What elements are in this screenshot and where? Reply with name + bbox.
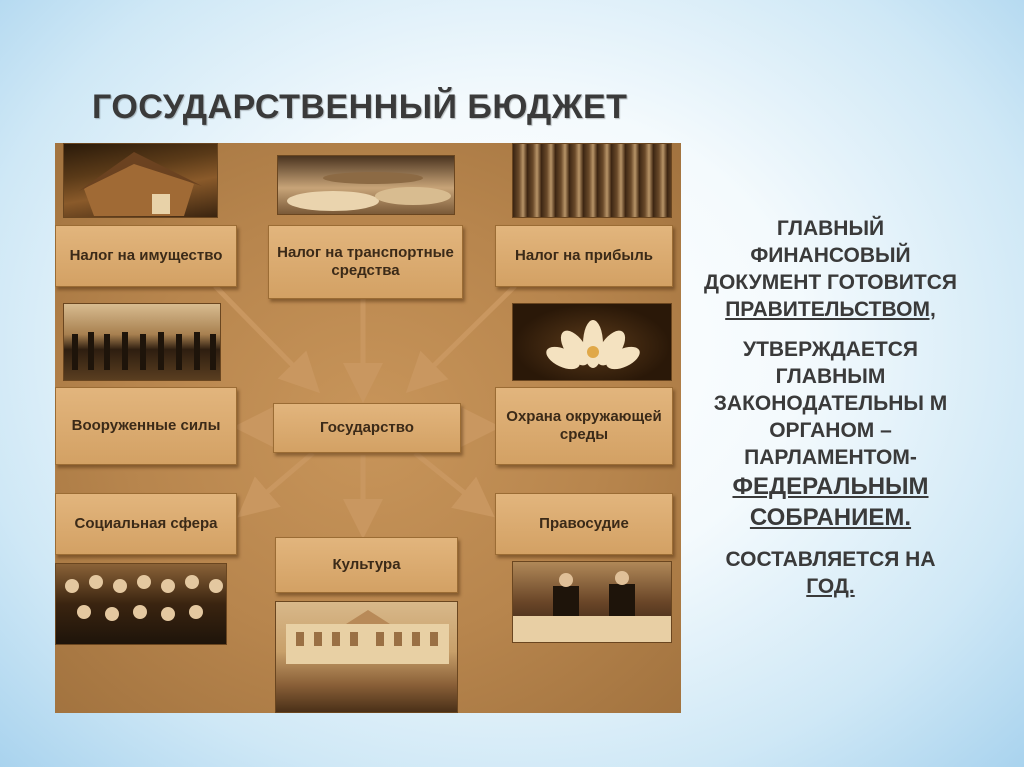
year-text: ГОД.: [806, 575, 855, 598]
period-paragraph: [698, 546, 963, 600]
box-army: Вооруженные силы: [55, 387, 237, 465]
prepared-by-paragraph: [698, 215, 963, 323]
period-text: СОСТАВЛЯЕТСЯ НА: [725, 548, 936, 571]
house-photo: [63, 143, 218, 218]
approved-by-paragraph: [698, 336, 963, 533]
box-culture: Культура: [275, 537, 458, 593]
court-photo: [512, 561, 672, 643]
clothes-photo: [512, 143, 672, 218]
veterans-photo: [55, 563, 227, 645]
cars-photo: [277, 155, 455, 215]
arrow-profit-to-state: [413, 286, 515, 386]
box-profit-tax: Налог на прибыль: [495, 225, 673, 287]
arrow-state-to-justice: [415, 453, 487, 511]
box-ecology: Охрана окружающей среды: [495, 387, 673, 465]
federal-assembly-text: ФЕДЕРАЛЬНЫМ СОБРАНИЕМ.: [732, 473, 929, 531]
lotus-photo: [512, 303, 672, 381]
prepared-by-text: ГЛАВНЫЙ ФИНАНСОВЫЙ ДОКУМЕНТ ГОТОВИТСЯ: [704, 217, 957, 294]
box-property-tax: Налог на имущество: [55, 225, 237, 287]
box-state: Государство: [273, 403, 461, 453]
side-description: [698, 215, 963, 613]
page-title: ГОСУДАРСТВЕННЫЙ БЮДЖЕТ: [92, 88, 628, 126]
arrow-state-to-social: [245, 453, 313, 511]
soldiers-photo: [63, 303, 221, 381]
box-transport-tax: Налог на транспортные средства: [268, 225, 463, 299]
box-social: Социальная сфера: [55, 493, 237, 555]
arrow-property-to-state: [215, 286, 313, 386]
government-text: ПРАВИТЕЛЬСТВОМ,: [725, 298, 936, 321]
palace-photo: [275, 601, 458, 713]
box-justice: Правосудие: [495, 493, 673, 555]
budget-diagram: [55, 143, 681, 713]
approved-by-text: УТВЕРЖДАЕТСЯ ГЛАВНЫМ ЗАКОНОДАТЕЛЬНЫ М ОРГАНОМ – ПАРЛАМЕНТОМ-: [713, 338, 948, 469]
